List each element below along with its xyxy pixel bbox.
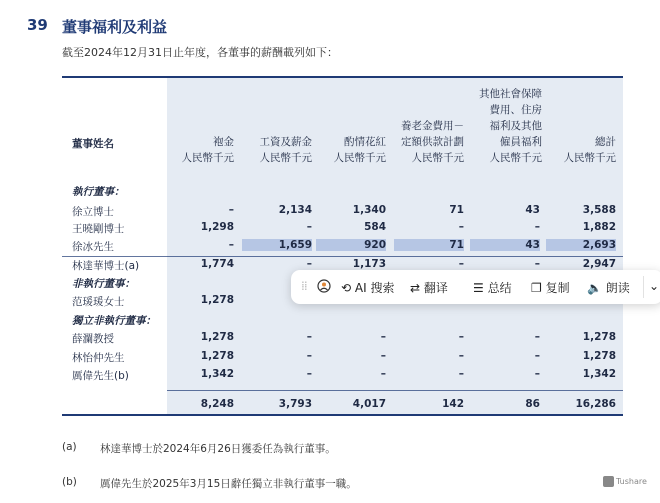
toolbar-translate-label: 翻译	[423, 281, 448, 295]
cell-bonus: 1,340	[352, 204, 386, 216]
total-fees: 8,248	[200, 398, 234, 410]
column-header-other-benefits: 其他社會保障 費用、住房 福利及其他 僱員福利 人民幣千元	[479, 88, 542, 164]
cell-fees: 1,278	[200, 331, 234, 343]
cell-other-benefits: 43	[470, 239, 540, 251]
cell-fees: 1,774	[200, 258, 234, 270]
cell-other-benefits: 43	[525, 204, 540, 216]
cell-total: 1,342	[582, 368, 616, 380]
toolbar-copy-button[interactable]	[531, 279, 570, 296]
cell-bonus: –	[380, 350, 386, 362]
director-name: 徐立博士	[72, 206, 114, 218]
total-overall: 16,286	[575, 398, 616, 410]
cell-fees: 1,298	[200, 221, 234, 233]
table-row	[62, 221, 623, 237]
table-bottom-rule	[62, 414, 623, 416]
group-heading: 執行董事：	[72, 186, 125, 198]
cell-pension: 71	[449, 204, 464, 216]
table-row	[62, 204, 623, 220]
table-row	[62, 350, 623, 366]
cell-pension: –	[458, 350, 464, 362]
footnote-a-mark: (a)	[62, 441, 77, 453]
summary-icon: ☰	[473, 281, 484, 295]
cell-fees: 1,342	[200, 368, 234, 380]
watermark-text: Tushare	[616, 477, 647, 486]
director-name: 薛瀾教授	[72, 333, 114, 345]
name-column-header: 董事姓名	[72, 138, 114, 150]
column-header-salaries: 工資及薪金 人民幣千元	[259, 136, 312, 164]
cell-fees: –	[228, 239, 234, 251]
group-heading-row	[62, 184, 623, 200]
column-header-total: 總計 人民幣千元	[563, 136, 616, 164]
drag-handle-icon[interactable]: ⁞⁞	[301, 279, 307, 293]
column-header-fees: 袍金 人民幣千元	[181, 136, 234, 164]
cell-total: 1,278	[582, 350, 616, 362]
cell-other-benefits: –	[534, 258, 540, 270]
cell-bonus: –	[380, 331, 386, 343]
cell-salaries: –	[306, 368, 312, 380]
page-title: 董事福利及利益	[62, 18, 168, 36]
group-heading: 非執行董事：	[72, 278, 135, 290]
cell-salaries: 2,134	[278, 204, 312, 216]
ai-search-icon: ⟲	[341, 281, 352, 295]
cell-fees: 1,278	[200, 294, 234, 306]
copy-icon: ❐	[531, 281, 542, 295]
header-rule	[62, 256, 623, 257]
column-header-bonus: 酌情花紅 人民幣千元	[333, 136, 386, 164]
total-other-benefits: 86	[525, 398, 540, 410]
total-salaries: 3,793	[278, 398, 312, 410]
director-name: 徐冰先生	[72, 241, 114, 253]
toolbar-ai-search-button[interactable]	[341, 279, 394, 296]
table-row	[62, 239, 623, 255]
chevron-down-icon[interactable]: ⌄	[649, 279, 660, 293]
table-row	[62, 331, 623, 347]
cell-salaries: –	[306, 350, 312, 362]
cell-total: 3,588	[582, 204, 616, 216]
total-pension: 142	[442, 398, 464, 410]
footnote-a-text: 林達華博士於2024年6月26日獲委任為執行董事。	[100, 443, 336, 455]
cell-pension: –	[458, 221, 464, 233]
footnote-b-mark: (b)	[62, 476, 77, 488]
toolbar-summary-label: 总结	[487, 281, 512, 295]
cell-fees: –	[228, 204, 234, 216]
cell-pension: –	[458, 331, 464, 343]
toolbar-read-aloud-button[interactable]	[587, 279, 630, 296]
cell-total: 2,693	[546, 239, 616, 251]
director-name: 林達華博士(a)	[72, 260, 140, 272]
read-aloud-icon: 🔈	[587, 281, 602, 295]
cell-pension: 71	[394, 239, 464, 251]
page-number: 39	[27, 16, 48, 34]
watermark-logo-icon	[603, 476, 614, 487]
group-heading: 獨立非執行董事：	[72, 315, 156, 327]
toolbar-summary-button[interactable]	[473, 279, 512, 296]
cell-bonus: –	[380, 368, 386, 380]
director-name: 厲偉先生(b)	[72, 370, 129, 382]
cell-other-benefits: –	[534, 221, 540, 233]
cell-other-benefits: –	[534, 331, 540, 343]
watermark	[603, 476, 647, 487]
translate-icon: ⇄	[410, 281, 421, 295]
table-top-rule	[62, 76, 623, 78]
total-rule	[167, 390, 623, 391]
toolbar-ai-search-label: AI 搜索	[354, 281, 395, 295]
cell-total: 1,882	[582, 221, 616, 233]
total-bonus: 4,017	[352, 398, 386, 410]
cell-fees: 1,278	[200, 350, 234, 362]
remuneration-table	[62, 76, 623, 417]
group-heading-row	[62, 313, 623, 329]
toolbar-translate-button[interactable]	[410, 279, 448, 296]
footnote-b-text: 厲偉先生於2025年3月15日辭任獨立非執行董事一職。	[100, 478, 357, 490]
director-name: 王曉剛博士	[72, 223, 125, 235]
cell-salaries: –	[306, 258, 312, 270]
cell-pension: –	[458, 258, 464, 270]
toolbar-copy-label: 复制	[545, 281, 570, 295]
cell-bonus: 584	[364, 221, 386, 233]
cell-pension: –	[458, 368, 464, 380]
cell-total: 2,947	[582, 258, 616, 270]
table-row	[62, 368, 623, 384]
column-header-pension: 養老金費用－ 定額供款計劃 人民幣千元	[401, 120, 464, 164]
cell-salaries: –	[306, 221, 312, 233]
assistant-avatar-icon[interactable]	[317, 279, 331, 296]
director-name: 范瑗瑗女士	[72, 296, 125, 308]
intro-text: 截至2024年12月31日止年度，各董事的薪酬載列如下：	[62, 46, 338, 59]
totals-row	[62, 398, 623, 414]
selection-toolbar	[291, 270, 660, 304]
toolbar-separator	[643, 276, 644, 298]
cell-bonus: 920	[316, 239, 386, 251]
cell-other-benefits: –	[534, 368, 540, 380]
toolbar-read-aloud-label: 朗读	[605, 281, 630, 295]
cell-salaries: 1,659	[242, 239, 312, 251]
cell-other-benefits: –	[534, 350, 540, 362]
cell-total: 1,278	[582, 331, 616, 343]
cell-bonus: 1,173	[352, 258, 386, 270]
director-name: 林怡仲先生	[72, 352, 125, 364]
cell-salaries: –	[306, 331, 312, 343]
